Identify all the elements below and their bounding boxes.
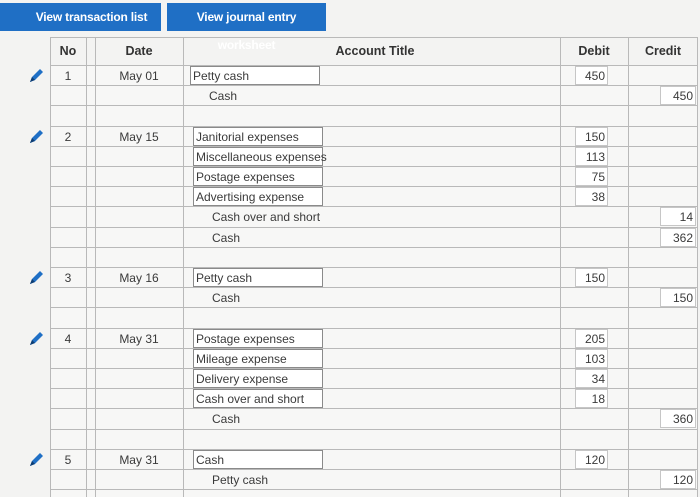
debit-amount-field[interactable] xyxy=(575,66,608,85)
account-title-text: Miscellaneous expenses xyxy=(196,149,327,164)
debit-amount-text: 34 xyxy=(591,372,605,386)
row-divider xyxy=(50,307,698,308)
account-title-text: Cash xyxy=(212,291,241,306)
account-title-text: Cash xyxy=(196,452,225,467)
account-title-text: Petty cash xyxy=(212,473,269,487)
debit-amount-field[interactable] xyxy=(575,369,608,388)
credit-amount-field[interactable] xyxy=(660,288,696,307)
account-title-text: Postage expenses xyxy=(196,170,295,184)
account-title-text: Cash over and short xyxy=(212,210,321,225)
debit-amount-field[interactable] xyxy=(575,268,608,287)
debit-amount-field[interactable] xyxy=(575,127,608,146)
debit-amount-field[interactable] xyxy=(575,389,608,408)
entry-date: May 16 xyxy=(119,271,159,285)
account-title-field[interactable] xyxy=(193,329,323,348)
credit-amount-field[interactable] xyxy=(660,86,696,105)
entry-number: 2 xyxy=(64,129,72,144)
credit-amount-field[interactable] xyxy=(660,228,696,247)
account-title-field[interactable] xyxy=(193,450,323,469)
row-divider xyxy=(50,489,698,490)
header-no: No xyxy=(59,44,77,58)
debit-amount-text: 18 xyxy=(591,392,605,407)
credit-amount-text: 14 xyxy=(679,210,693,225)
header-account-title: Account Title xyxy=(335,44,415,58)
header-credit: Credit xyxy=(644,44,682,58)
edit-pencil-icon[interactable] xyxy=(26,330,46,348)
credit-amount-field[interactable] xyxy=(660,207,696,226)
credit-amount-text: 150 xyxy=(672,291,693,306)
row-divider xyxy=(50,105,698,106)
row-divider xyxy=(50,429,698,430)
debit-amount-text: 120 xyxy=(584,452,605,467)
account-title-field[interactable] xyxy=(193,127,323,146)
debit-amount-text: 450 xyxy=(584,69,605,83)
account-title-field[interactable] xyxy=(193,389,323,408)
entry-number: 3 xyxy=(64,271,72,285)
account-title-field[interactable] xyxy=(193,349,323,368)
edit-pencil-icon[interactable] xyxy=(26,451,46,469)
row-divider xyxy=(50,37,698,38)
account-title-text: Advertising expense xyxy=(196,190,305,205)
debit-amount-field[interactable] xyxy=(575,349,608,368)
view-journal-entry-worksheet-button[interactable]: View journal entry worksheet xyxy=(167,3,326,31)
entry-date: May 01 xyxy=(119,69,159,83)
account-title-field[interactable] xyxy=(193,167,323,186)
debit-amount-field[interactable] xyxy=(575,147,608,166)
account-title-text: Janitorial expenses xyxy=(196,129,299,144)
account-title-field[interactable] xyxy=(193,207,321,226)
account-title-field[interactable] xyxy=(193,288,318,307)
account-title-text: Postage expenses xyxy=(196,331,295,346)
account-title-text: Petty cash xyxy=(193,69,250,83)
debit-amount-field[interactable] xyxy=(575,450,608,469)
account-title-field[interactable] xyxy=(193,268,323,287)
debit-amount-text: 75 xyxy=(591,170,605,184)
edit-pencil-icon[interactable] xyxy=(26,128,46,146)
view-transaction-list-button[interactable]: View transaction list xyxy=(0,3,161,31)
debit-amount-text: 205 xyxy=(584,331,605,346)
debit-amount-field[interactable] xyxy=(575,167,608,186)
row-divider xyxy=(50,227,698,228)
account-title-field[interactable] xyxy=(193,470,318,489)
account-title-field[interactable] xyxy=(190,66,320,85)
entry-number: 1 xyxy=(64,69,72,83)
account-title-field[interactable] xyxy=(193,369,323,388)
account-title-field[interactable] xyxy=(190,86,315,105)
debit-amount-text: 113 xyxy=(585,149,605,164)
account-title-field[interactable] xyxy=(193,187,323,206)
entry-date: May 31 xyxy=(119,452,159,467)
credit-amount-text: 360 xyxy=(672,412,693,427)
credit-amount-field[interactable] xyxy=(660,409,696,428)
header-date: Date xyxy=(125,44,153,58)
row-divider xyxy=(50,247,698,248)
account-title-field[interactable] xyxy=(193,409,318,428)
account-title-text: Mileage expense xyxy=(196,351,287,366)
edit-pencil-icon[interactable] xyxy=(26,269,46,287)
account-title-text: Cash xyxy=(212,412,241,427)
debit-amount-field[interactable] xyxy=(575,187,608,206)
credit-amount-text: 450 xyxy=(672,89,693,104)
account-title-field[interactable] xyxy=(193,228,318,247)
debit-amount-text: 103 xyxy=(584,351,605,366)
debit-amount-text: 150 xyxy=(584,271,605,285)
credit-amount-text: 120 xyxy=(672,473,693,487)
header-debit: Debit xyxy=(578,44,610,58)
entry-number: 4 xyxy=(64,331,72,346)
entry-date: May 31 xyxy=(119,331,159,346)
account-title-text: Cash over and short xyxy=(196,392,305,407)
account-title-text: Delivery expense xyxy=(196,372,289,386)
edit-pencil-icon[interactable] xyxy=(26,67,46,85)
credit-amount-text: 362 xyxy=(672,230,693,245)
entry-number: 5 xyxy=(64,452,72,467)
debit-amount-field[interactable] xyxy=(575,329,608,348)
account-title-text: Petty cash xyxy=(196,271,253,285)
account-title-text: Cash xyxy=(209,89,238,104)
account-title-text: Cash xyxy=(212,230,241,245)
debit-amount-text: 150 xyxy=(584,129,605,144)
entry-date: May 15 xyxy=(119,129,159,144)
journal-table xyxy=(50,37,698,497)
debit-amount-text: 38 xyxy=(591,190,605,205)
account-title-field[interactable] xyxy=(193,147,327,166)
credit-amount-field[interactable] xyxy=(660,470,696,489)
